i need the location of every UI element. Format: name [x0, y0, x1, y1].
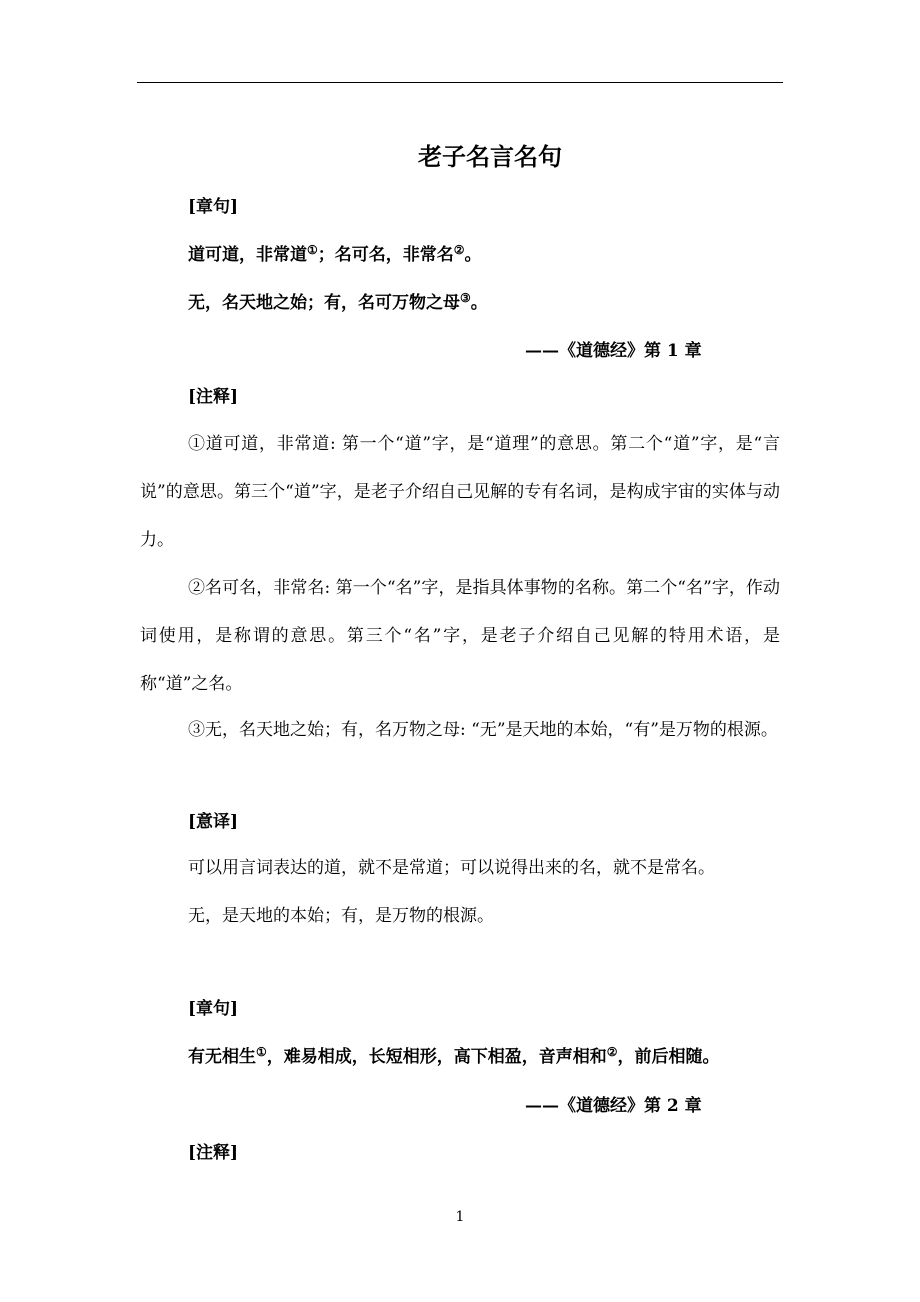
- verse-text: ，难易相成，长短相形，高下相盈，音声相和: [266, 1047, 607, 1067]
- verse-text: 有无相生: [188, 1047, 256, 1067]
- section-label-zhangju: [章句]: [188, 197, 239, 217]
- verse-text: ；名可名，非常名: [317, 245, 454, 265]
- annotation-paragraph: ②名可名，非常名: 第一个“名”字，是指具体事物的名称。第二个“名”字，作动词使用，是称谓的意思。第三个“名”字，是老子介绍自己见解的特用术语，是称“道”之名。: [140, 578, 780, 694]
- verse-text: 道可道，非常道: [188, 245, 307, 265]
- section-label-yiyi: [意译]: [188, 812, 239, 832]
- footnote-marker: ①: [307, 243, 318, 257]
- header-rule: [137, 82, 783, 83]
- verse-line: [188, 1045, 720, 1069]
- footnote-marker: ②: [453, 243, 465, 257]
- verse-text: 。: [470, 293, 488, 313]
- page-number: 1: [455, 1209, 465, 1225]
- verse-line: [188, 243, 482, 267]
- footnote-marker: ②: [606, 1045, 618, 1059]
- translation-line: 可以用言词表达的道，就不是常道；可以说得出来的名，就不是常名。: [188, 858, 715, 878]
- annotation-paragraph: ③无，名天地之始；有，名万物之母: “无”是天地的本始，“有”是万物的根源。: [188, 720, 778, 740]
- section-label-zhangju: [章句]: [188, 999, 239, 1019]
- annotation-paragraph: ①道可道，非常道: 第一个“道”字，是“道理”的意思。第二个“道”字，是“言说”的意思。第三个“道”字，是老子介绍自己见解的专有名词，是构成宇宙的实体与动力。: [140, 434, 780, 550]
- verse-line: [188, 291, 488, 315]
- page-title: 老子名言名句: [418, 142, 562, 171]
- footnote-marker: ③: [460, 291, 471, 305]
- footnote-marker: ①: [256, 1045, 267, 1059]
- verse-text: 。: [464, 245, 482, 265]
- section-label-zhushi: [注释]: [188, 1143, 239, 1163]
- source-citation: ——《道德经》第 1 章: [525, 341, 702, 361]
- verse-text: ，前后相随。: [617, 1047, 720, 1067]
- source-citation: ——《道德经》第 2 章: [525, 1096, 702, 1116]
- translation-line: 无，是天地的本始；有，是万物的根源。: [188, 906, 494, 926]
- section-label-zhushi: [注释]: [188, 387, 239, 407]
- verse-text: 无，名天地之始；有，名可万物之母: [188, 293, 460, 313]
